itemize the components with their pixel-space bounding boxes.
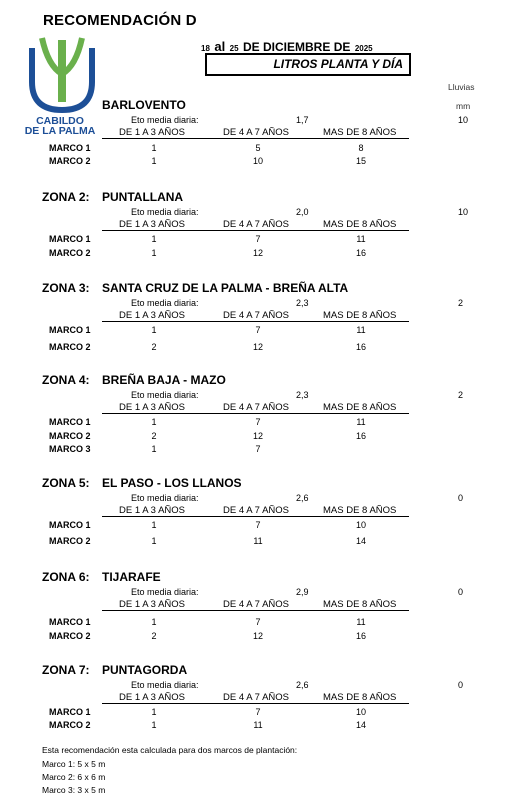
eto-value: 2,6	[296, 493, 309, 503]
col-header-1-3: DE 1 A 3 AÑOS	[119, 599, 186, 610]
zone-name: SANTA CRUZ DE LA PALMA - BREÑA ALTA	[102, 281, 349, 295]
table-row	[0, 631, 528, 643]
date-al: al	[214, 39, 226, 54]
table-row	[0, 520, 528, 532]
liters-value: 11	[356, 234, 366, 244]
table-row	[0, 536, 528, 548]
header-divider	[102, 703, 409, 704]
liters-value: 1	[151, 248, 157, 258]
liters-value: 16	[355, 631, 366, 641]
col-header-4-7: DE 4 A 7 AÑOS	[223, 599, 290, 610]
note-line: Marco 2: 6 x 6 m	[42, 772, 106, 782]
liters-value: 1	[151, 156, 157, 166]
zone-name: PUNTALLANA	[102, 190, 184, 204]
zone-label: ZONA 7:	[42, 663, 90, 677]
liters-value: 1	[151, 617, 157, 627]
col-header-4-7: DE 4 A 7 AÑOS	[223, 219, 290, 230]
table-row	[0, 342, 528, 354]
liters-value: 14	[355, 720, 366, 730]
rain-value: 2	[458, 390, 464, 400]
table-row	[0, 143, 528, 155]
liters-value: 12	[252, 342, 263, 352]
col-header-8plus: MAS DE 8 AÑOS	[323, 402, 397, 413]
zone-name: PUNTAGORDA	[102, 663, 188, 677]
liters-value: 7	[255, 617, 261, 627]
liters-value: 11	[356, 325, 366, 335]
zone-name: EL PASO - LOS LLANOS	[102, 476, 242, 490]
rain-value: 0	[458, 680, 464, 690]
liters-title-box: LITROS PLANTA Y DÍA	[205, 53, 411, 76]
marco-label: MARCO 1	[49, 417, 91, 427]
liters-value: 15	[355, 156, 366, 166]
note-line: Marco 3: 3 x 5 m	[42, 785, 106, 795]
col-header-8plus: MAS DE 8 AÑOS	[323, 310, 397, 321]
marco-label: MARCO 1	[49, 143, 91, 153]
header-divider	[102, 230, 409, 231]
liters-value: 2	[151, 342, 157, 352]
rain-header-unit: mm	[456, 101, 471, 111]
date-from: 18	[201, 44, 210, 53]
date-to: 25	[229, 44, 239, 53]
liters-value: 1	[151, 520, 157, 530]
liters-value: 11	[356, 617, 366, 627]
col-header-4-7: DE 4 A 7 AÑOS	[223, 402, 290, 413]
zone-label: ZONA 4:	[42, 373, 90, 387]
header-divider	[102, 610, 409, 611]
marco-label: MARCO 2	[49, 536, 91, 546]
zone-label: ZONA 5:	[42, 476, 90, 490]
liters-value: 7	[255, 520, 261, 530]
marco-label: MARCO 1	[49, 325, 91, 335]
zone-label: ZONA 2:	[42, 190, 90, 204]
note-line: Esta recomendación esta calculada para dos marcos de plantación:	[42, 745, 298, 755]
note-line: Marco 1: 5 x 5 m	[42, 759, 106, 769]
liters-value: 16	[355, 248, 366, 258]
header-divider	[102, 138, 409, 139]
liters-value: 10	[355, 707, 366, 717]
marco-label: MARCO 1	[49, 520, 91, 530]
col-header-8plus: MAS DE 8 AÑOS	[323, 692, 397, 703]
table-row	[0, 444, 528, 456]
table-row	[0, 234, 528, 246]
liters-value: 7	[255, 417, 261, 427]
liters-value: 11	[356, 417, 366, 427]
col-header-1-3: DE 1 A 3 AÑOS	[119, 505, 186, 516]
liters-value: 7	[255, 444, 261, 454]
eto-label: Eto media diaria:	[131, 680, 199, 690]
zone-name: TIJARAFE	[102, 570, 161, 584]
eto-label: Eto media diaria:	[131, 115, 199, 125]
liters-value: 1	[151, 143, 157, 153]
liters-value: 1	[151, 707, 157, 717]
marco-label: MARCO 1	[49, 234, 91, 244]
col-header-4-7: DE 4 A 7 AÑOS	[223, 127, 290, 138]
logo-text-line1: CABILDO	[36, 115, 84, 127]
liters-value: 11	[253, 536, 263, 546]
liters-value: 7	[255, 234, 261, 244]
header-divider	[102, 321, 409, 322]
eto-value: 2,9	[296, 587, 309, 597]
logo-text-line2: DE LA PALMA	[24, 125, 96, 137]
header-divider	[102, 413, 409, 414]
zone-name: BREÑA BAJA - MAZO	[102, 373, 226, 387]
liters-value: 1	[151, 444, 157, 454]
col-header-4-7: DE 4 A 7 AÑOS	[223, 692, 290, 703]
marco-label: MARCO 2	[49, 720, 91, 730]
rain-value: 0	[458, 587, 464, 597]
liters-value: 11	[253, 720, 263, 730]
header-divider	[102, 516, 409, 517]
marco-label: MARCO 2	[49, 431, 91, 441]
eto-value: 2,3	[296, 390, 309, 400]
rain-value: 10	[458, 207, 469, 217]
zone-label: ZONA 6:	[42, 570, 90, 584]
liters-value: 1	[151, 234, 157, 244]
table-row	[0, 417, 528, 429]
eto-value: 1,7	[296, 115, 309, 125]
col-header-4-7: DE 4 A 7 AÑOS	[223, 505, 290, 516]
table-row	[0, 325, 528, 337]
liters-value: 1	[151, 720, 157, 730]
col-header-8plus: MAS DE 8 AÑOS	[323, 505, 397, 516]
col-header-4-7: DE 4 A 7 AÑOS	[223, 310, 290, 321]
marco-label: MARCO 2	[49, 248, 91, 258]
marco-label: MARCO 1	[49, 617, 91, 627]
liters-value: 14	[355, 536, 366, 546]
rain-value: 10	[458, 115, 469, 125]
table-row	[0, 720, 528, 732]
liters-value: 1	[151, 536, 157, 546]
eto-value: 2,6	[296, 680, 309, 690]
liters-value: 10	[252, 156, 263, 166]
liters-value: 5	[255, 143, 261, 153]
col-header-8plus: MAS DE 8 AÑOS	[323, 599, 397, 610]
col-header-1-3: DE 1 A 3 AÑOS	[119, 402, 186, 413]
table-row	[0, 156, 528, 168]
marco-label: MARCO 3	[49, 444, 91, 454]
date-month: DE DICIEMBRE DE	[243, 40, 351, 54]
liters-value: 8	[358, 143, 364, 153]
liters-value: 16	[355, 342, 366, 352]
rain-value: 2	[458, 298, 464, 308]
eto-label: Eto media diaria:	[131, 390, 199, 400]
rain-header-label: Lluvias	[448, 82, 475, 92]
zone-label: ZONA 3:	[42, 281, 90, 295]
liters-value: 1	[151, 325, 157, 335]
liters-value: 7	[255, 707, 261, 717]
marco-label: MARCO 2	[49, 631, 91, 641]
eto-value: 2,3	[296, 298, 309, 308]
table-row	[0, 248, 528, 260]
liters-value: 12	[252, 431, 263, 441]
marco-label: MARCO 2	[49, 156, 91, 166]
col-header-1-3: DE 1 A 3 AÑOS	[119, 127, 186, 138]
col-header-1-3: DE 1 A 3 AÑOS	[119, 692, 186, 703]
col-header-8plus: MAS DE 8 AÑOS	[323, 219, 397, 230]
liters-value: 7	[255, 325, 261, 335]
marco-label: MARCO 2	[49, 342, 91, 352]
liters-value: 2	[151, 431, 157, 441]
zone-name: BARLOVENTO	[102, 98, 186, 112]
table-row	[0, 707, 528, 719]
eto-label: Eto media diaria:	[131, 587, 199, 597]
col-header-1-3: DE 1 A 3 AÑOS	[119, 219, 186, 230]
table-row	[0, 431, 528, 443]
rain-value: 0	[458, 493, 464, 503]
liters-value: 1	[151, 417, 157, 427]
marco-label: MARCO 1	[49, 707, 91, 717]
eto-label: Eto media diaria:	[131, 493, 199, 503]
col-header-1-3: DE 1 A 3 AÑOS	[119, 310, 186, 321]
liters-value: 16	[355, 431, 366, 441]
eto-value: 2,0	[296, 207, 309, 217]
table-row	[0, 617, 528, 629]
eto-label: Eto media diaria:	[131, 298, 199, 308]
liters-value: 12	[252, 631, 263, 641]
liters-value: 2	[151, 631, 157, 641]
liters-value: 10	[355, 520, 366, 530]
col-header-8plus: MAS DE 8 AÑOS	[323, 127, 397, 138]
eto-label: Eto media diaria:	[131, 207, 199, 217]
liters-value: 12	[252, 248, 263, 258]
date-year: 2025	[354, 44, 373, 53]
document-title: RECOMENDACIÓN D	[43, 12, 197, 29]
